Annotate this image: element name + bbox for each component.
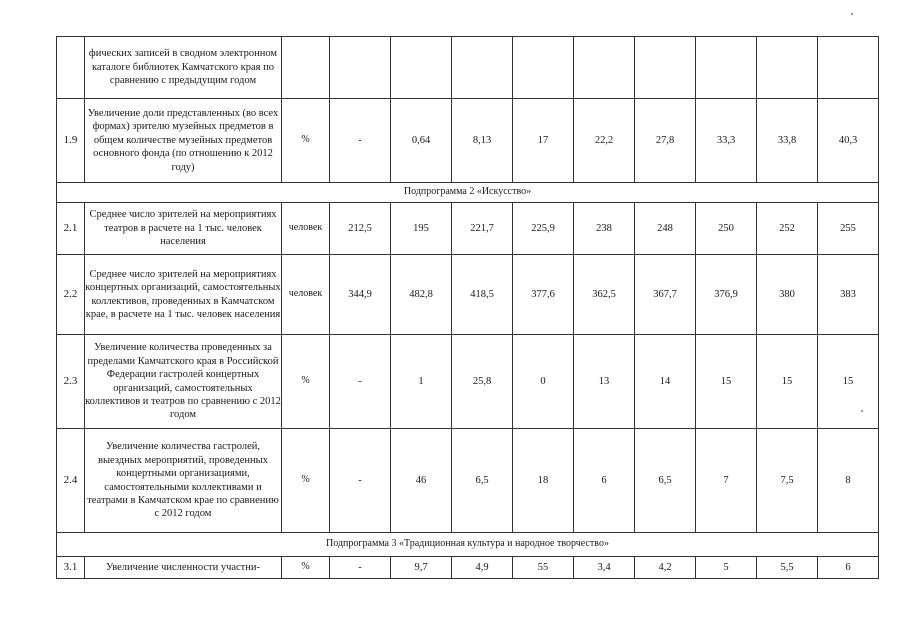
value-cell: 27,8	[635, 99, 696, 183]
value-cell: 15	[757, 335, 818, 429]
value-cell	[574, 37, 635, 99]
value-cell	[696, 37, 757, 99]
value-cell: 6	[574, 429, 635, 533]
value-cell: 212,5	[330, 203, 391, 255]
value-cell: 6,5	[635, 429, 696, 533]
unit-cell: %	[282, 429, 330, 533]
unit-cell: %	[282, 335, 330, 429]
value-cell	[330, 37, 391, 99]
value-cell: 25,8	[452, 335, 513, 429]
value-cell: 4,2	[635, 557, 696, 579]
value-cell: -	[330, 557, 391, 579]
value-cell: 17	[513, 99, 574, 183]
table-row	[57, 37, 879, 99]
indicator-description: Увеличение численности участни-	[85, 557, 282, 579]
value-cell: 7	[696, 429, 757, 533]
value-cell: 0	[513, 335, 574, 429]
value-cell: 8	[818, 429, 879, 533]
value-cell: 46	[391, 429, 452, 533]
value-cell	[513, 37, 574, 99]
indicator-description: Увеличение количества гастролей, выездных мероприятий, проведенных концертными организациями, самостоятельными коллективами и театрами в Камчатском крае по сравнению с 2012 годом	[85, 429, 282, 533]
value-cell: 252	[757, 203, 818, 255]
value-cell: 255	[818, 203, 879, 255]
subprogram-title: Подпрограмма 2 «Искусство»	[57, 183, 879, 203]
value-cell: 40,3	[818, 99, 879, 183]
row-number: 2.4	[57, 429, 85, 533]
value-cell	[635, 37, 696, 99]
row-number: 2.3	[57, 335, 85, 429]
indicator-description: Среднее число зрителей на мероприятиях концертных организаций, самостоятельных коллективов, проведенных в Камчатском крае, в расчете на 1 тыс. человек населения	[85, 255, 282, 335]
value-cell: 3,4	[574, 557, 635, 579]
value-cell: 383	[818, 255, 879, 335]
indicator-description: фических записей в сводном электронном каталоге библиотек Камчатского края по сравнению с предыдущим годом	[85, 37, 282, 99]
value-cell	[391, 37, 452, 99]
row-number: 3.1	[57, 557, 85, 579]
value-cell: 13	[574, 335, 635, 429]
table-row	[57, 203, 879, 255]
table-row	[57, 557, 879, 579]
scan-speck	[861, 410, 863, 412]
indicator-description: Увеличение доли представленных (во всех формах) зрителю музейных предметов в общем количестве музейных предметов основного фонда (по отношению к 2012 году)	[85, 99, 282, 183]
value-cell: 238	[574, 203, 635, 255]
value-cell: 1	[391, 335, 452, 429]
table-row	[57, 335, 879, 429]
value-cell: -	[330, 335, 391, 429]
value-cell: 221,7	[452, 203, 513, 255]
subprogram-title: Подпрограмма 3 «Традиционная культура и народное творчество»	[57, 533, 879, 557]
row-number: 2.1	[57, 203, 85, 255]
value-cell: 362,5	[574, 255, 635, 335]
value-cell: 33,3	[696, 99, 757, 183]
unit-cell: %	[282, 557, 330, 579]
row-number	[57, 37, 85, 99]
value-cell: 8,13	[452, 99, 513, 183]
section-header-row	[57, 533, 879, 557]
value-cell: 6	[818, 557, 879, 579]
value-cell: 15	[696, 335, 757, 429]
value-cell: 250	[696, 203, 757, 255]
value-cell: 377,6	[513, 255, 574, 335]
indicators-table	[56, 36, 879, 579]
value-cell: 4,9	[452, 557, 513, 579]
value-cell: 5,5	[757, 557, 818, 579]
value-cell: 6,5	[452, 429, 513, 533]
value-cell	[452, 37, 513, 99]
value-cell: 7,5	[757, 429, 818, 533]
row-number: 1.9	[57, 99, 85, 183]
indicator-description: Среднее число зрителей на мероприятиях театров в расчете на 1 тыс. человек населения	[85, 203, 282, 255]
value-cell: 0,64	[391, 99, 452, 183]
value-cell: -	[330, 429, 391, 533]
value-cell: 482,8	[391, 255, 452, 335]
value-cell: 195	[391, 203, 452, 255]
table-row	[57, 429, 879, 533]
unit-cell: человек	[282, 255, 330, 335]
value-cell: 376,9	[696, 255, 757, 335]
value-cell: 380	[757, 255, 818, 335]
value-cell: 9,7	[391, 557, 452, 579]
value-cell: 22,2	[574, 99, 635, 183]
value-cell: 225,9	[513, 203, 574, 255]
unit-cell	[282, 37, 330, 99]
unit-cell: %	[282, 99, 330, 183]
table-row	[57, 99, 879, 183]
row-number: 2.2	[57, 255, 85, 335]
value-cell: -	[330, 99, 391, 183]
value-cell: 367,7	[635, 255, 696, 335]
value-cell: 33,8	[757, 99, 818, 183]
value-cell	[818, 37, 879, 99]
indicator-description: Увеличение количества проведенных за пределами Камчатского края в Российской Федерации гастролей концертных организаций, самостоятельных коллективов и театров по сравнению с 2012 годом	[85, 335, 282, 429]
section-header-row	[57, 183, 879, 203]
table-row	[57, 255, 879, 335]
value-cell: 14	[635, 335, 696, 429]
value-cell: 15	[818, 335, 879, 429]
value-cell: 5	[696, 557, 757, 579]
value-cell: 418,5	[452, 255, 513, 335]
value-cell	[757, 37, 818, 99]
value-cell: 18	[513, 429, 574, 533]
table-body	[57, 37, 879, 579]
value-cell: 248	[635, 203, 696, 255]
unit-cell: человек	[282, 203, 330, 255]
value-cell: 344,9	[330, 255, 391, 335]
scan-speck	[851, 13, 853, 15]
value-cell: 55	[513, 557, 574, 579]
